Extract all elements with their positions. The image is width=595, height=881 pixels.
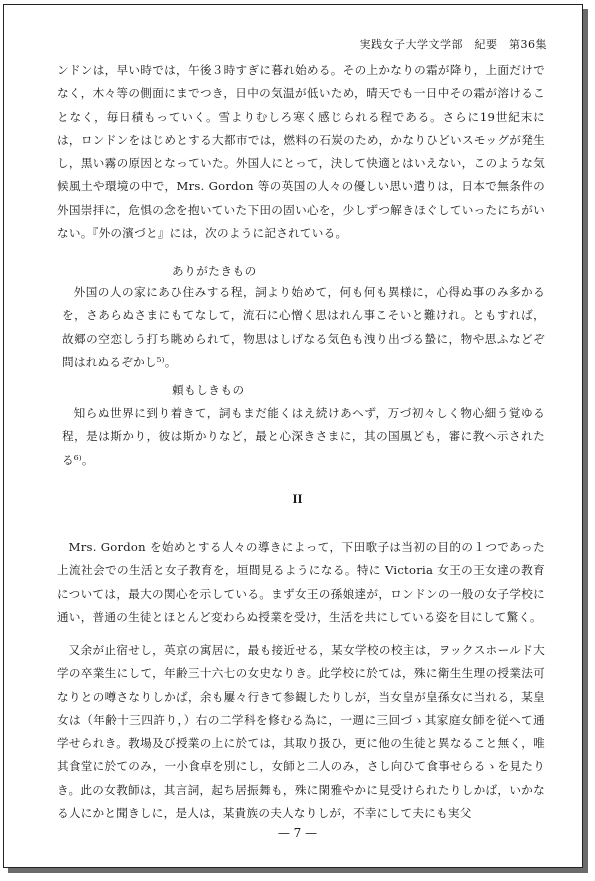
paragraph-2-text: Mrs. Gordon を始めとする人々の導きによって，下田歌子は当初の目的の１つであった上流社会での生活と女子教育を，垣間見るようになる。特に Victoria 女王の王女達の教育については，最大の関心を示している。まず女王の孫娘達が，ロンドンの一般の女子学校に通い，普通の生徒とほとんど変わらぬ授業を受け，生活を共にしている姿を目にして驚く。: [57, 540, 545, 624]
quote-2: [62, 402, 545, 472]
page-number: — 7 —: [277, 826, 318, 840]
quote-1: [62, 281, 545, 374]
quote-2-text: 知らぬ世界に到り着きて，詞もまだ能くはえ続けあへず，万づ初々しく物心細う覚ゆる程，是は斯かり，彼は斯かりなど，最と心深きさまに，其の国風ども，審に教へ示されたる⁶⁾。: [62, 406, 545, 467]
section-heading: II: [292, 491, 303, 506]
paragraph-1-text: ンドンは，早い時では，午後３時すぎに暮れ始める。その上かなりの霜が降り，上面だけでなく，木々等の側面にまでつき，日中の気温が低いため，晴天でも一日中その霜が溶けることなく，毎日積もっていく。雪よりむしろ寒く感じられる程である。さらに19世紀末には，ロンドンをはじめとする大都市では，燃料の石炭のため，かなりひどいスモッグが発生し，黒い霧の原因となっていた。外国人にとって，決して快適とはいえない，このような気候風土や環境の中で，Mrs. Gordon 等の英国の人々の優しい思い遣りは，日本で無条件の外国崇拝に，危惧の念を抱いていた下田の固い心を，少しずつ解きほぐしていったにちがいない。『外の濱づと』には，次のように記されている。: [57, 63, 545, 241]
paragraph-1: [57, 59, 545, 245]
paragraph-3: [57, 639, 545, 825]
quote-1-title: ありがたきもの: [172, 264, 257, 278]
paragraph-3-text: 又余が止宿せし，英京の寓居に，最も接近せる，某女学校の校主は，ヲックスホールド大学の卒業生にして，年齢三十六七の女史なりき。此学校に於ては，殊に衛生生理の授業法可なりとの噂さなりしかば，余も屢々行きて参観したりしが，当女皇が皇孫女に当れる，某皇女は（年齢十三四許り，）右の二学科を修むる為に，一週に三回づゝ其家庭女師を従へて通学せられき。教場及び授業の上に於ては，其取り扱ひ，更に他の生徒と異なること無く，唯其食堂に於てのみ，一小食卓を別にし，女師と二人のみ，さし向ひて食事せらるゝを見たりき。此の女教師は，其言詞，起ち居振舞も，殊に閑雅やかに見受けられたりしかば，いかなる人にかと聞きしに，是人は，某貴族の夫人なりしが，不幸にして夫にも実父: [57, 643, 545, 821]
quote-2-title: 頼もしきもの: [172, 383, 245, 397]
paragraph-2: [57, 536, 545, 629]
running-header: 実践女子大学文学部 紀要 第36集: [359, 38, 547, 51]
quote-1-text: 外国の人の家にあひ住みする程，詞より始めて，何も何も異様に，心得ぬ事のみ多かるを，さあらぬさまにもてなして，流石に心憎く思はれん事こそいと難けれ。ともすれば，故郷の空恋しう打ち眺められて，物思はしげなる気色も洩り出づる蟄に，物や思ふなどぞ問はれぬるぞかし⁵⁾。: [62, 285, 545, 369]
